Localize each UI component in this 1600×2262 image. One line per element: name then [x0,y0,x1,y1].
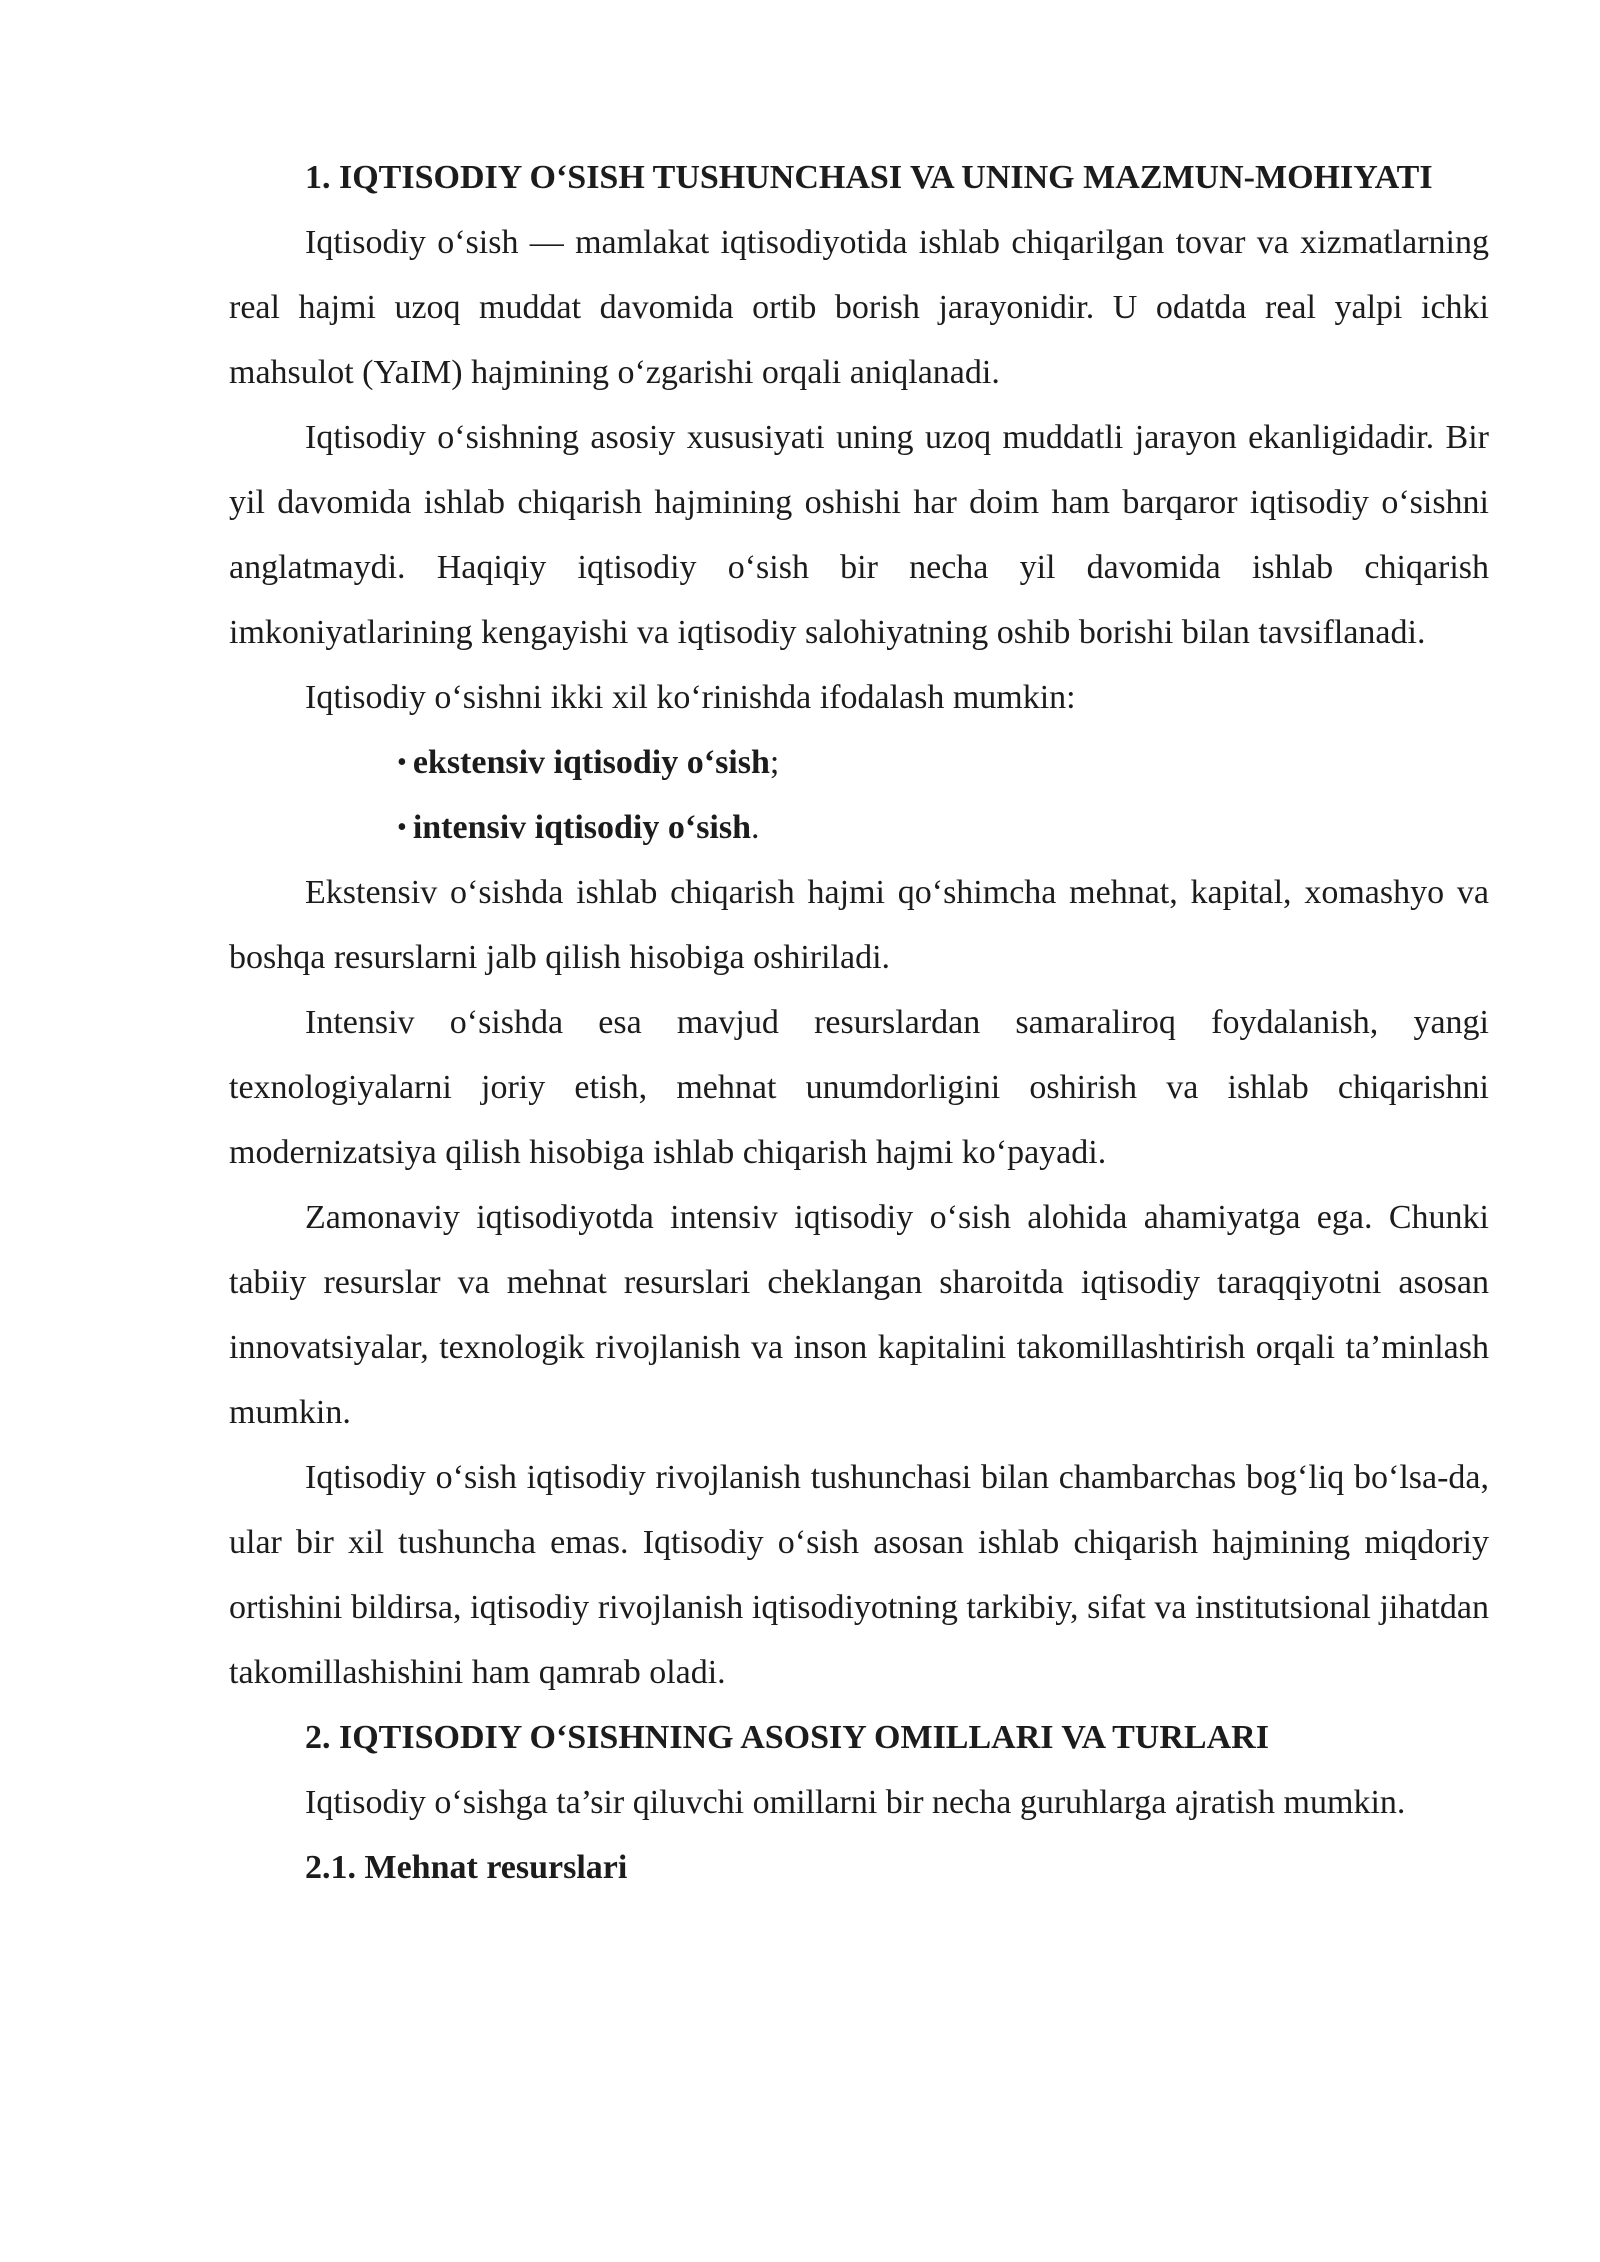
paragraph-two-forms: Iqtisodiy o‘sishni ikki xil ko‘rinishda ifodalash mumkin: [305,679,1076,716]
growth-types-list [229,730,1489,860]
bullet-icon: • [397,747,407,778]
list-item-punctuation: . [751,809,760,846]
paragraph-factors-intro: Iqtisodiy o‘sishga ta’sir qiluvchi omillarni bir necha guruhlarga ajratish mumkin. [305,1784,1406,1821]
list-item-punctuation: ; [769,744,780,781]
document-body [229,145,1489,1900]
paragraph-modern-economy: Zamonaviy iqtisodiyotda intensiv iqtisodiy o‘sish alohida ahamiyatga ega. Chunki tabiiy resurslar va mehnat resurslari cheklangan sharoitda iqtisodiy taraqqiyotni asosan innovatsiyalar, texnologik rivojlanish va inson kapitalini takomillashtirish orqali ta’minlash mumkin. [229,1199,1489,1431]
paragraph-long-term: Iqtisodiy o‘sishning asosiy xususiyati uning uzoq muddatli jarayon ekanligidadir. Bir yil davomida ishlab chiqarish hajmining oshishi har doim ham barqaror iqtisodiy o‘sishni anglatmaydi. Haqiqiy iqtisodiy o‘sish bir necha yil davomida ishlab chiqarish imkoniyatlarining kengayishi va iqtisodiy salohiyatning oshib borishi bilan tavsiflanadi. [229,419,1489,651]
paragraph-intensive: Intensiv o‘sishda esa mavjud resurslardan samaraliroq foydalanish, yangi texnologiyalarni joriy etish, mehnat unumdorligini oshirish va ishlab chiqarishni modernizatsiya qilish hisobiga ishlab chiqarish hajmi ko‘payadi. [229,1004,1489,1171]
section-heading-2: 2. IQTISODIY O‘SISHNING ASOSIY OMILLARI VA TURLARI [305,1719,1269,1756]
list-item [397,795,1489,860]
paragraph-growth-vs-development: Iqtisodiy o‘sish iqtisodiy rivojlanish tushunchasi bilan chambarchas bog‘liq bo‘lsa-da, ular bir xil tushuncha emas. Iqtisodiy o‘sish asosan ishlab chiqarish hajmining miqdoriy ortishini bildirsa, iqtisodiy rivojlanish iqtisodiyotning tarkibiy, sifat va institutsional jihatdan takomillashishini ham qamrab oladi. [229,1459,1489,1691]
list-item [397,730,1489,795]
list-item-term: ekstensiv iqtisodiy o‘sish [412,744,770,781]
paragraph-definition: Iqtisodiy o‘sish — mamlakat iqtisodiyotida ishlab chiqarilgan tovar va xizmatlarning real hajmi uzoq muddat davomida ortib borish jarayonidir. U odatda real yalpi ichki mahsulot (YaIM) hajmining o‘zgarishi orqali aniqlanadi. [229,224,1489,391]
bullet-icon: • [397,812,407,843]
subsection-heading: 2.1. Mehnat resurslari [305,1849,628,1886]
paragraph-extensive: Ekstensiv o‘sishda ishlab chiqarish hajmi qo‘shimcha mehnat, kapital, xomashyo va boshqa resurslarni jalb qilish hisobiga oshiriladi. [229,874,1489,976]
list-item-term: intensiv iqtisodiy o‘sish [412,809,752,846]
section-heading-1: 1. IQTISODIY O‘SISH TUSHUNCHASI VA UNING MAZMUN-MOHIYATI [305,159,1433,196]
